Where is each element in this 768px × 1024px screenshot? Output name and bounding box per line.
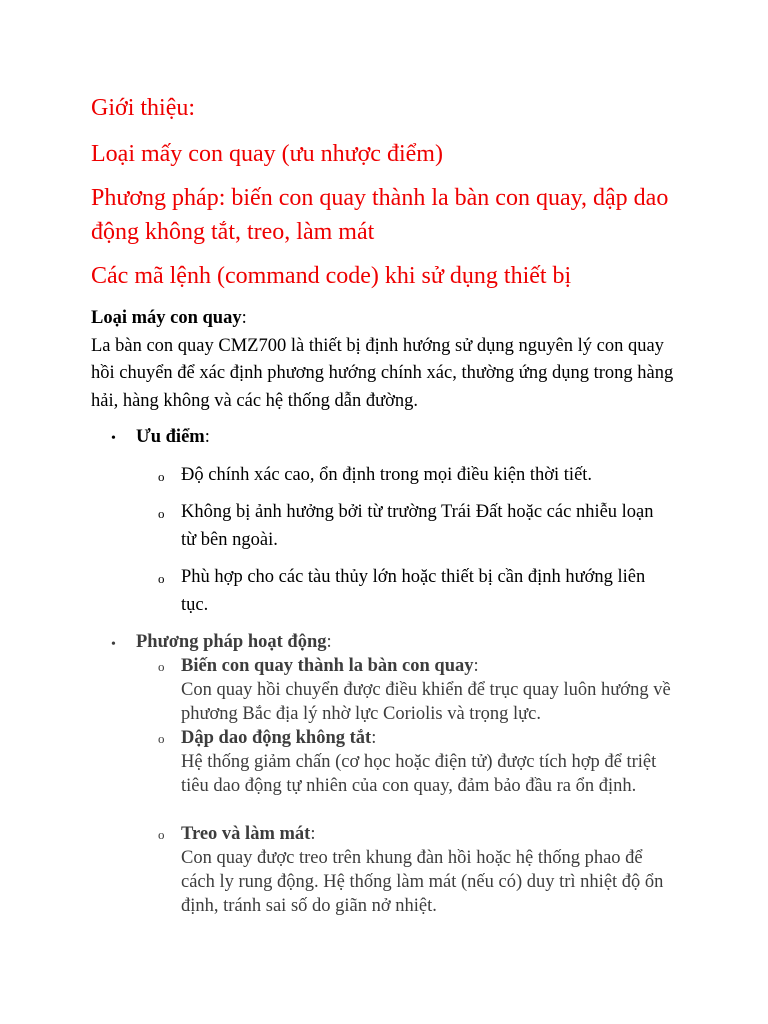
bullet-methods: •: [111, 637, 116, 652]
heading-command-codes: Các mã lệnh (command code) khi sử dụng thiết bị: [91, 263, 572, 289]
sub-bullet-method-1: o: [158, 659, 165, 674]
advantages-colon: :: [204, 427, 210, 447]
method-item-2: [181, 726, 681, 798]
method-colon: :: [473, 656, 479, 676]
methods-heading: [136, 629, 332, 657]
heading-gyro-types: Loại mấy con quay (ưu nhược điểm): [91, 141, 443, 167]
advantages-label: Ưu điểm: [136, 427, 205, 447]
method-title: Dập dao động không tắt: [181, 728, 372, 748]
methods-colon: :: [326, 632, 332, 652]
sub-bullet-advantage-1: o: [158, 469, 165, 484]
advantage-item: Không bị ảnh hưởng bởi từ trường Trái Đất hoặc các nhiễu loạn từ bên ngoài.: [181, 502, 654, 550]
advantage-item: Độ chính xác cao, ổn định trong mọi điều kiện thời tiết.: [181, 465, 593, 485]
advantages-heading: [136, 424, 210, 452]
bullet-advantages: •: [111, 431, 116, 446]
method-title: Biến con quay thành la bàn con quay: [181, 656, 474, 676]
sub-bullet-advantage-3: o: [158, 571, 165, 586]
intro-label: Loại máy con quay: [91, 308, 242, 328]
sub-bullet-method-3: o: [158, 827, 165, 842]
intro-paragraph: [91, 305, 691, 415]
advantage-item: Phù hợp cho các tàu thủy lớn hoặc thiết bị cần định hướng liên tục.: [181, 567, 646, 615]
heading-introduction: Giới thiệu:: [91, 95, 196, 121]
method-colon: :: [371, 728, 377, 748]
method-colon: :: [310, 824, 316, 844]
heading-methods: Phương pháp: biến con quay thành la bàn con quay, dập dao động không tắt, treo, làm mát: [91, 185, 669, 245]
method-item-1: [181, 654, 681, 726]
intro-text: La bàn con quay CMZ700 là thiết bị định hướng sử dụng nguyên lý con quay hồi chuyển để xác định phương hướng chính xác, thường ứng dụng trong hàng hải, hàng không và các hệ thống dẫn đường.: [91, 335, 674, 411]
method-text: Hệ thống giảm chấn (cơ học hoặc điện tử) được tích hợp để triệt tiêu dao động tự nhiên của con quay, đảm bảo đầu ra ổn định.: [181, 752, 657, 796]
sub-bullet-advantage-2: o: [158, 506, 165, 521]
method-item-3: [181, 822, 681, 918]
method-text: Con quay hồi chuyển được điều khiển để trục quay luôn hướng về phương Bắc địa lý nhờ lực Coriolis và trọng lực.: [181, 680, 671, 724]
method-text: Con quay được treo trên khung đàn hồi hoặc hệ thống phao để cách ly rung động. Hệ thống làm mát (nếu có) duy trì nhiệt độ ổn định, tránh sai số do giãn nở nhiệt.: [181, 848, 664, 916]
intro-colon: :: [241, 308, 247, 328]
sub-bullet-method-2: o: [158, 731, 165, 746]
method-title: Treo và làm mát: [181, 824, 311, 844]
methods-label: Phương pháp hoạt động: [136, 632, 327, 652]
